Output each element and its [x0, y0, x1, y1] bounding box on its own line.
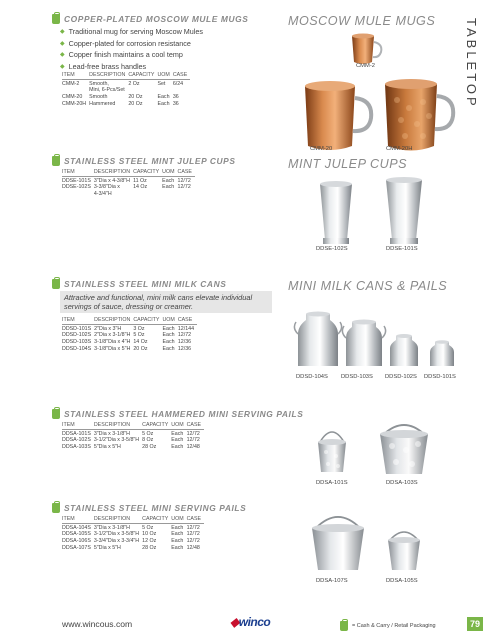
label-ddsa-107s: DDSA-107S: [316, 578, 348, 584]
spec-table-julep: [62, 169, 195, 197]
table-cell: 11 Oz: [133, 177, 147, 184]
heading-moscow-mule-mugs: MOSCOW MULE MUGS: [288, 14, 436, 28]
section-title-text: STAINLESS STEEL HAMMERED MINI SERVING PAILS: [64, 409, 304, 419]
table-cell: 36: [172, 100, 179, 107]
table-cell: 12/72: [177, 332, 192, 339]
bullet-item: ◆ Copper-plated for corrosion resistance: [60, 39, 203, 51]
table-row: [62, 524, 204, 531]
milk-cans-banner: Attractive and functional, mini milk cans elevate individual servings of sauce, dressing or creamer.: [60, 291, 272, 313]
table-cell: 3-1/8"Dia x 4"H: [94, 339, 131, 346]
footer-retail-note: [340, 621, 436, 631]
table-cell: CMM-2: [62, 80, 80, 87]
table-cell: Each: [162, 177, 175, 184]
table-cell: Each: [171, 444, 184, 451]
table-cell: DDSA-105S: [62, 531, 91, 538]
section-title-text: STAINLESS STEEL MINT JULEP CUPS: [64, 156, 236, 166]
table-cell: Each: [157, 100, 170, 107]
column-header: DESCRIPTION: [94, 169, 133, 177]
label-ddsd-103s: DDSD-103S: [341, 374, 373, 380]
table-cell: 10 Oz: [142, 531, 157, 538]
table-cell: 3-1/2"Dia x 3-5/8"H: [93, 437, 140, 444]
table-cell: CMM-20H: [62, 100, 87, 107]
table-cell: 12/72: [186, 437, 200, 444]
table-cell: 2"Dia x 3-1/8"H: [94, 332, 131, 339]
table-header-row: [62, 72, 190, 80]
table-cell: DDSA-102S: [62, 437, 91, 444]
table-cell: 12/72: [186, 430, 200, 437]
table-cell: 8 Oz: [142, 437, 154, 444]
retail-bag-icon: [52, 156, 60, 166]
table-cell: Set: [157, 80, 166, 87]
table-cell: 5"Dia x 5"H: [93, 545, 121, 552]
label-ddsa-101s: DDSA-101S: [316, 480, 348, 486]
table-cell: DDSA-104S: [62, 524, 91, 531]
table-row: [62, 531, 204, 538]
heading-mint-julep-cups: MINT JULEP CUPS: [288, 157, 407, 171]
table-cell: 3"Dia x 3-1/8"H: [93, 430, 131, 437]
table-header-row: [62, 169, 195, 177]
table-cell: Each: [162, 339, 175, 346]
section-title-hammered: [52, 409, 303, 419]
section-title-julep: [52, 156, 236, 166]
table-cell: 12/72: [186, 538, 200, 545]
table-cell: Hammered: [89, 100, 116, 107]
table-row: [62, 93, 190, 100]
table-cell: Each: [171, 538, 184, 545]
table-header-row: [62, 317, 197, 325]
label-ddsd-104s: DDSD-104S: [296, 374, 328, 380]
table-cell: Each: [171, 430, 184, 437]
serving-pails-image: [306, 512, 446, 574]
table-cell: 28 Oz: [142, 545, 157, 552]
table-row: [62, 177, 195, 184]
table-cell: 3-1/8"Dia x 5"H: [94, 346, 131, 353]
column-header: CAPACITY: [128, 72, 157, 80]
column-header: CAPACITY: [142, 422, 171, 430]
table-cell: 2 Oz: [128, 80, 140, 87]
table-cell: 3 Oz: [133, 325, 145, 332]
tabletop-side-label: TABLETOP: [464, 18, 479, 109]
table-cell: Each: [162, 325, 175, 332]
table-cell: 3"Dia x 4-3/8"H: [93, 177, 131, 184]
column-header: DESCRIPTION: [94, 422, 142, 430]
column-header: CASE: [187, 516, 204, 524]
winco-logo: [230, 615, 270, 629]
table-cell: DDSE-102S: [62, 184, 91, 191]
column-header: CAPACITY: [133, 169, 162, 177]
column-header: CASE: [187, 422, 204, 430]
table-cell: 5 Oz: [133, 332, 145, 339]
retail-bag-icon: [52, 14, 60, 24]
column-header: ITEM: [62, 422, 94, 430]
column-header: UOM: [171, 422, 186, 430]
column-header: CAPACITY: [133, 317, 162, 325]
column-header: DESCRIPTION: [94, 317, 133, 325]
table-row: [62, 332, 197, 339]
winco-logo-text: winco: [238, 615, 271, 629]
section-title-serving: [52, 503, 246, 513]
table-cell: 12/72: [186, 524, 200, 531]
table-cell: DDSD-104S: [62, 346, 92, 353]
spec-table-serving: [62, 516, 204, 552]
table-cell: Each: [171, 531, 184, 538]
spec-table-milk: [62, 317, 197, 353]
table-cell: CMM-20: [62, 93, 83, 100]
column-header: ITEM: [62, 317, 94, 325]
table-cell: 14 Oz: [133, 184, 148, 191]
mini-milk-cans-image: [292, 300, 464, 372]
moscow-mule-mugs-image: [285, 28, 460, 158]
hammered-pails-image: [306, 422, 446, 476]
label-cmm-2: CMM-2: [356, 63, 375, 69]
column-header: DESCRIPTION: [94, 516, 142, 524]
table-cell: DDSA-106S: [62, 538, 91, 545]
section-title-text: STAINLESS STEEL MINI SERVING PAILS: [64, 503, 247, 513]
column-header: UOM: [162, 317, 177, 325]
bullet-item: ◆ Copper finish maintains a cool temp: [60, 50, 203, 62]
table-row: [62, 545, 204, 552]
table-header-row: [62, 422, 204, 430]
label-ddsd-101s: DDSD-101S: [424, 374, 456, 380]
table-cell: Each: [162, 346, 175, 353]
bullet-item: ◆ Lead-free brass handles: [60, 62, 203, 74]
retail-bag-icon: [52, 279, 60, 289]
table-row: [62, 437, 204, 444]
moscow-bullets: [60, 27, 203, 73]
table-row: [62, 346, 197, 353]
table-cell: 20 Oz: [128, 100, 143, 107]
column-header: ITEM: [62, 516, 94, 524]
table-cell: 12/48: [186, 444, 200, 451]
winco-logo-mark: ◆: [230, 615, 239, 629]
label-cmm-20: CMM-20: [310, 146, 333, 152]
table-row: [62, 80, 190, 94]
table-row: [62, 184, 195, 197]
mint-julep-cups-image: [300, 176, 450, 254]
section-title-text: COPPER-PLATED MOSCOW MULE MUGS: [64, 14, 249, 24]
column-header: UOM: [171, 516, 186, 524]
table-row: [62, 538, 204, 545]
table-cell: 12 Oz: [142, 538, 157, 545]
table-cell: 12/144: [177, 325, 195, 332]
table-row: [62, 100, 190, 107]
table-cell: 5 Oz: [142, 430, 154, 437]
table-cell: 3-1/2"Dia x 3-5/8"H: [93, 531, 140, 538]
column-header: CASE: [178, 169, 195, 177]
column-header: UOM: [157, 72, 172, 80]
table-cell: 2"Dia x 3"H: [94, 325, 122, 332]
table-cell: 5 Oz: [142, 524, 154, 531]
table-cell: Each: [162, 184, 175, 191]
column-header: ITEM: [62, 169, 94, 177]
table-cell: 28 Oz: [142, 444, 157, 451]
table-cell: DDSD-103S: [62, 339, 92, 346]
footer-note-text: = Cash & Carry / Retail Packaging: [352, 623, 436, 629]
table-cell: 6/24: [172, 80, 184, 87]
table-cell: 14 Oz: [133, 339, 148, 346]
table-cell: 20 Oz: [133, 346, 148, 353]
table-cell: Each: [171, 524, 184, 531]
label-ddsa-103s: DDSA-103S: [386, 480, 418, 486]
table-cell: Each: [162, 332, 175, 339]
table-cell: Smooth: [89, 93, 108, 100]
table-cell: Each: [171, 545, 184, 552]
label-ddsa-105s: DDSA-105S: [386, 578, 418, 584]
retail-bag-icon: [52, 503, 60, 513]
label-ddsd-102s: DDSD-102S: [385, 374, 417, 380]
table-cell: 3-3/8"Dia x 4-3/4"H: [93, 184, 120, 197]
table-cell: 12/72: [177, 177, 191, 184]
column-header: CASE: [178, 317, 197, 325]
spec-table-hammered: [62, 422, 204, 451]
column-header: UOM: [162, 169, 177, 177]
table-cell: 3"Dia x 3-1/8"H: [93, 524, 131, 531]
table-cell: 3-3/4"Dia x 3-3/4"H: [93, 538, 140, 545]
retail-bag-icon: [340, 621, 348, 631]
column-header: CASE: [173, 72, 190, 80]
table-cell: 12/36: [177, 346, 192, 353]
table-cell: Each: [157, 93, 170, 100]
column-header: DESCRIPTION: [89, 72, 128, 80]
table-cell: DDSA-103S: [62, 444, 91, 451]
table-row: [62, 444, 204, 451]
table-cell: DDSD-101S: [62, 325, 92, 332]
table-cell: DDSE-101S: [62, 177, 91, 184]
table-cell: DDSA-101S: [62, 430, 91, 437]
section-title-text: STAINLESS STEEL MINI MILK CANS: [64, 279, 227, 289]
table-cell: Smooth, Mini, 6-Pcs/Set: [89, 80, 125, 93]
table-header-row: [62, 516, 204, 524]
footer-website-link[interactable]: www.wincous.com: [62, 619, 133, 629]
retail-bag-icon: [52, 409, 60, 419]
table-cell: Each: [171, 437, 184, 444]
heading-mini-milk-cans: MINI MILK CANS & PAILS: [288, 279, 448, 293]
bullet-item: ◆ Traditional mug for serving Moscow Mules: [60, 27, 203, 39]
table-row: [62, 339, 197, 346]
label-ddse-101s: DDSE-101S: [386, 246, 418, 252]
table-cell: 12/72: [186, 531, 200, 538]
table-row: [62, 325, 197, 332]
spec-table-moscow: [62, 72, 190, 107]
section-title-moscow: [52, 14, 248, 24]
table-cell: DDSD-102S: [62, 332, 92, 339]
table-cell: DDSA-107S: [62, 545, 91, 552]
table-cell: 5"Dia x 5"H: [93, 444, 121, 451]
table-cell: 36: [172, 93, 179, 100]
section-title-milk: [52, 279, 226, 289]
column-header: ITEM: [62, 72, 89, 80]
table-cell: 12/48: [186, 545, 200, 552]
table-cell: 20 Oz: [128, 93, 143, 100]
column-header: CAPACITY: [142, 516, 171, 524]
label-cmm-20h: CMM-20H: [386, 146, 413, 152]
page-number: 79: [467, 617, 483, 631]
label-ddse-102s: DDSE-102S: [316, 246, 348, 252]
table-row: [62, 430, 204, 437]
table-cell: 12/72: [177, 184, 191, 191]
table-cell: 12/36: [177, 339, 192, 346]
